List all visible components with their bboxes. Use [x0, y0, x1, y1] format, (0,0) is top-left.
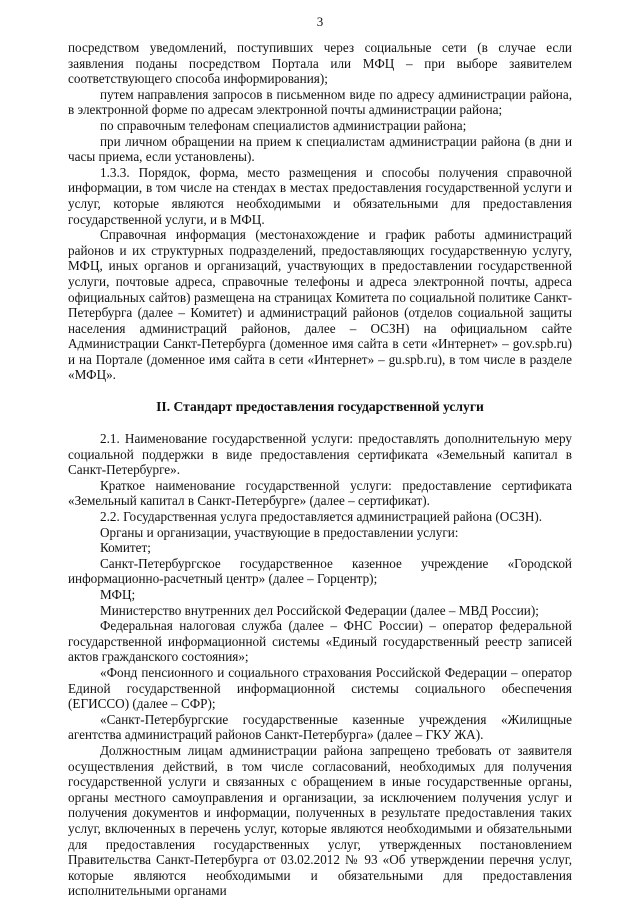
paragraph: Справочная информация (местонахождение и график работы администраций районов и их структурных подразделений, предоставляющих государственную услугу, МФЦ, иных органов и организаций, участвующих в предоставлении государственной услуги, почтовые адреса, справочные телефоны и адреса электронной почты, адреса официальных сайтов) размещена на страницах Комитета по социальной политике Санкт-Петербурга (далее – Комитет) и администраций районов (отделов социальной защиты населения администраций районов, далее – ОСЗН) на официальном сайте Администрации Санкт-Петербурга (доменное имя сайта в сети «Интернет» – gov.spb.ru) и на Портале (доменное имя сайта в сети «Интернет» – gu.spb.ru), в том числе в разделе «МФЦ». [68, 227, 572, 383]
paragraph: Санкт-Петербургское государственное казенное учреждение «Городской информационно-расчетный центр» (далее – Горцентр); [68, 555, 572, 587]
paragraph: Краткое наименование государственной услуги: предоставление сертификата «Земельный капитал в Санкт-Петербурге» (далее – сертификат). [68, 477, 572, 509]
paragraph: 1.3.3. Порядок, форма, место размещения и способы получения справочной информации, в том числе на стендах в местах предоставления государственной услуги и услуг, которые являются необходимыми и обязательными для предоставления государственной услуги, и в МФЦ. [68, 164, 572, 227]
paragraph: Комитет; [100, 540, 151, 556]
paragraph: при личном обращении на прием к специалистам администрации района (в дни и часы приема, если установлены). [68, 133, 572, 165]
paragraph: Должностным лицам администрации района запрещено требовать от заявителя осуществления действий, в том числе согласований, необходимых для получения государственной услуги и связанных с обращением в иные государственные органы, органы местного самоуправления и организации, за исключением получения услуг и получения документов и информации, полученных в результате предоставления таких услуг, включенных в перечень услуг, которые являются необходимыми и обязательными для предоставления государственных услуг, утвержденных постановлением Правительства Санкт-Петербурга от 03.02.2012 № 93 «Об утверждении перечня услуг, которые являются необходимыми и обязательными для предоставления исполнительными органами [68, 742, 572, 899]
paragraph: Федеральная налоговая служба (далее – ФНС России) – оператор федеральной государственной информационной системы «Единый государственный реестр записей актов гражданского состояния»; [68, 618, 572, 665]
top-section [68, 40, 572, 383]
section-heading: II. Стандарт предоставления государственной услуги [156, 399, 484, 415]
paragraph: посредством уведомлений, поступивших через социальные сети (в случае если заявления поданы посредством Портала или МФЦ – при выборе заявителем соответствующего способа информирования); [68, 40, 572, 87]
paragraph: путем направления запросов в письменном виде по адресу администрации района, в электронной форме по адресам электронной почты администрации района; [68, 86, 572, 118]
paragraph: 2.1. Наименование государственной услуги: предоставлять дополнительную меру социальной поддержки в виде предоставления сертификата «Земельный капитал в Санкт-Петербурге». [68, 431, 572, 478]
paragraph: «Санкт-Петербургские государственные казенные учреждения «Жилищные агентства администраций районов Санкт-Петербурга» (далее – ГКУ ЖА). [68, 711, 572, 743]
paragraph: по справочным телефонам специалистов администрации района; [100, 117, 467, 133]
paragraph: МФЦ; [100, 587, 136, 602]
page-number: 3 [316, 14, 324, 29]
paragraph: 2.2. Государственная услуга предоставляется администрацией района (ОСЗН). [100, 509, 543, 525]
paragraph: Органы и организации, участвующие в предоставлении услуги: [100, 524, 459, 540]
paragraph: «Фонд пенсионного и социального страхования Российской Федерации – оператор Единой государственной информационной системы социального обеспечения (ЕГИССО) (далее – СФР); [68, 664, 572, 712]
paragraph: Министерство внутренних дел Российской Федерации (далее – МВД России); [100, 602, 539, 618]
bottom-section [68, 431, 572, 899]
